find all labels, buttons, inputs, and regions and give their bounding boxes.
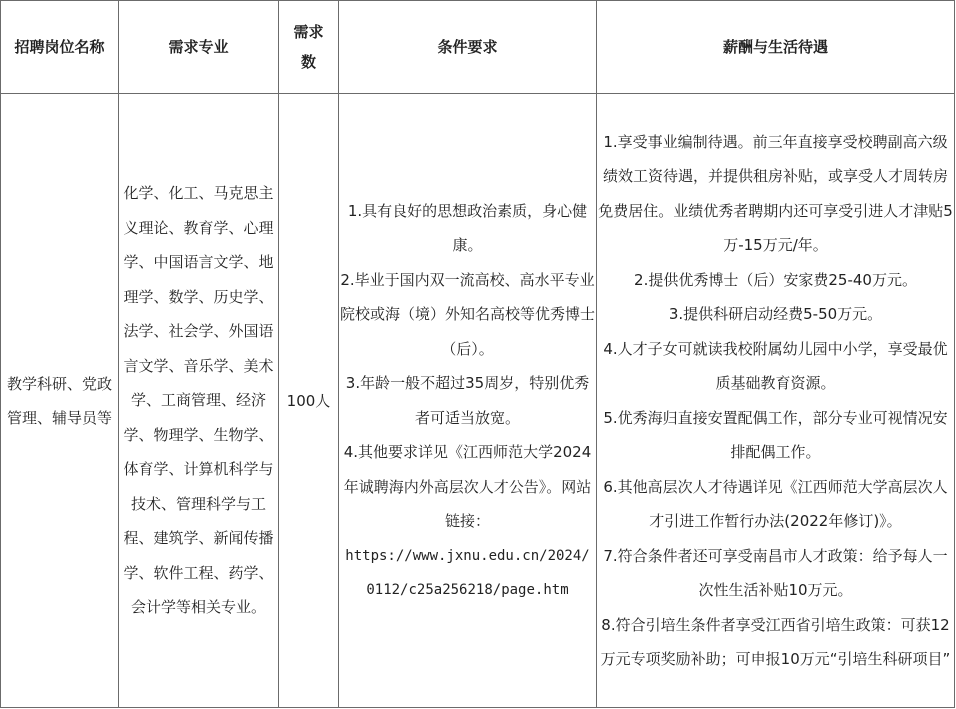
benefit-item: 1.享受事业编制待遇。前三年直接享受校聘副高六级绩效工资待遇，并提供租房补贴，或享受人才周转房免费居住。业绩优秀者聘期内还可享受引进人才津贴5万-15万元/年。 [598,132,953,254]
header-position: 招聘岗位名称 [1,1,119,94]
benefit-item: 3.提供科研启动经费5-50万元。 [668,305,883,323]
header-row [1,1,955,94]
requirement-item: 4.其他要求详见《江西师范大学2024年诚聘海内外高层次人才公告》。网站链接： [343,443,592,530]
header-major: 需求专业 [119,1,279,94]
header-requirements: 条件要求 [339,1,597,94]
website-link-part1[interactable]: https://www.jxnu.edu.cn/2024/ [345,547,590,564]
benefit-item: 7.符合条件者还可享受南昌市人才政策：给予每人一次性生活补贴10万元。 [603,546,948,599]
benefit-item: 5.优秀海归直接安置配偶工作，部分专业可视情况安排配偶工作。 [603,408,948,461]
benefit-item: 8.符合引培生条件者享受江西省引培生政策：可获12万元专项奖励补助；可申报10万元“引培生科研项目” [600,615,951,668]
requirements-cell [339,94,597,708]
table-row [1,94,955,708]
major-cell: 化学、化工、马克思主义理论、教育学、心理学、中国语言文学、地理学、数学、历史学、法学、社会学、外国语言文学、音乐学、美术学、工商管理、经济学、物理学、生物学、体育学、计算机科学与技术、管理科学与工程、建筑学、新闻传播学、软件工程、药学、会计学等相关专业。 [119,94,279,708]
requirement-item: 2.毕业于国内双一流高校、高水平专业院校或海（境）外知名高校等优秀博士（后）。 [339,270,595,358]
website-link-part2[interactable]: 0112/c25a256218/page.htm [366,582,569,598]
benefits-cell [597,94,955,708]
position-cell: 教学科研、党政管理、辅导员等 [1,94,119,708]
requirement-item: 1.具有良好的思想政治素质，身心健康。 [347,201,588,254]
header-benefits: 薪酬与生活待遇 [597,1,955,94]
count-cell: 100人 [279,94,339,708]
benefit-item: 4.人才子女可就读我校附属幼儿园中小学，享受最优质基础教育资源。 [603,339,948,392]
header-count: 需求数 [279,1,339,94]
benefit-item: 6.其他高层次人才待遇详见《江西师范大学高层次人才引进工作暂行办法(2022年修订)》。 [603,477,948,530]
requirement-item: 3.年龄一般不超过35周岁，特别优秀者可适当放宽。 [345,374,590,427]
benefit-item: 2.提供优秀博士（后）安家费25-40万元。 [634,270,917,289]
